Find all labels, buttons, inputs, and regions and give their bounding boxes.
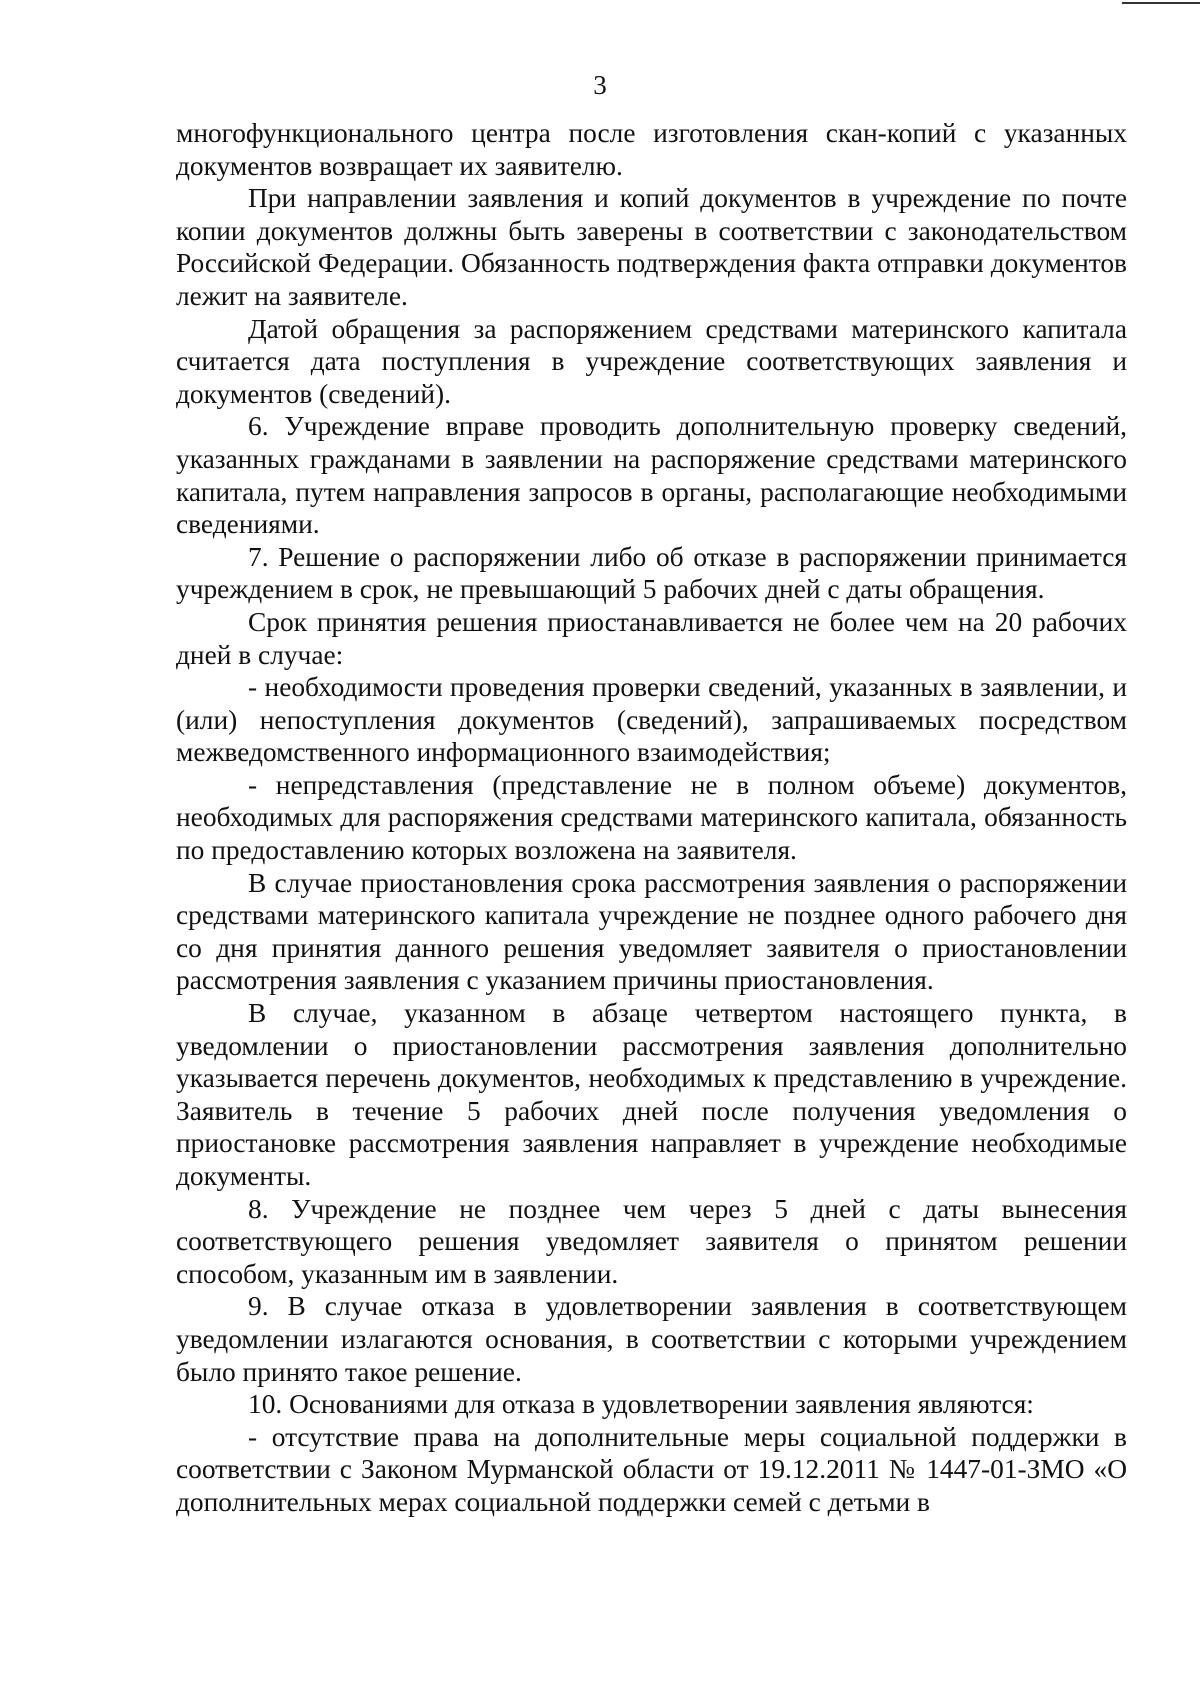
paragraph-item-8: 8. Учреждение не позднее чем через 5 дней с даты вынесения соответствующего решения уведомляет заявителя о принятом решении способом, указанным им в заявлении.	[176, 1193, 1127, 1289]
paragraph-application-date: Датой обращения за распоряжением средствами материнского капитала считается дата поступления в учреждение соответствующих заявления и документов (сведений).	[176, 313, 1127, 409]
paragraph-item-10: 10. Основаниями для отказа в удовлетворении заявления являются:	[248, 1389, 1034, 1420]
document-body	[176, 117, 1127, 1519]
scan-edge-line	[1122, 2, 1200, 4]
paragraph-suspension-notice: В случае приостановления срока рассмотрения заявления о распоряжении средствами материнского капитала учреждение не позднее одного рабочего дня со дня принятия данного решения уведомляет заявителя о приостановлении рассмотрения заявления с указанием причины приостановления.	[176, 867, 1127, 996]
paragraph-item-7: 7. Решение о распоряжении либо об отказе в распоряжении принимается учреждением в срок, не превышающий 5 рабочих дней с даты обращения.	[176, 541, 1127, 605]
paragraph-continuation: многофункционального центра после изготовления скан-копий с указанных документов возвращает их заявителю.	[176, 118, 1127, 181]
paragraph-item-9: 9. В случае отказа в удовлетворении заявления в соответствующем уведомлении излагаются основания, в соответствии с которыми учреждением было принято такое решение.	[176, 1291, 1127, 1387]
list-item-refusal-ground: - отсутствие права на дополнительные меры социальной поддержки в соответствии с Законом Мурманской области от 19.12.2011 № 1447-01-ЗМО «О дополнительных мерах социальной поддержки семей с детьми в	[176, 1421, 1127, 1517]
page-number: 3	[593, 70, 607, 100]
paragraph-suspension-term: Срок принятия решения приостанавливается не более чем на 20 рабочих дней в случае:	[176, 606, 1127, 670]
list-item-verification: - необходимости проведения проверки сведений, указанных в заявлении, и (или) непоступления документов (сведений), запрашиваемых посредством межведомственного информационного взаимодействия;	[176, 672, 1127, 768]
paragraph-mail-submission: При направлении заявления и копий документов в учреждение по почте копии документов должны быть заверены в соответствии с законодательством Российской Федерации. Обязанность подтверждения факта отправки документов лежит на заявителе.	[176, 183, 1127, 311]
list-item-non-submission: - непредставления (представление не в полном объеме) документов, необходимых для распоряжения средствами материнского капитала, обязанность по предоставлению которых возложена на заявителя.	[176, 769, 1127, 866]
paragraph-required-documents: В случае, указанном в абзаце четвертом настоящего пункта, в уведомлении о приостановлении рассмотрения заявления дополнительно указывается перечень документов, необходимых к представлению в учреждение. Заявитель в течение 5 рабочих дней после получения уведомления о приостановке рассмотрения заявления направляет в учреждение необходимые документы.	[176, 998, 1127, 1191]
paragraph-item-6: 6. Учреждение вправе проводить дополнительную проверку сведений, указанных гражданами в заявлении на распоряжение средствами материнского капитала, путем направления запросов в органы, располагающие необходимыми сведениями.	[176, 411, 1127, 540]
